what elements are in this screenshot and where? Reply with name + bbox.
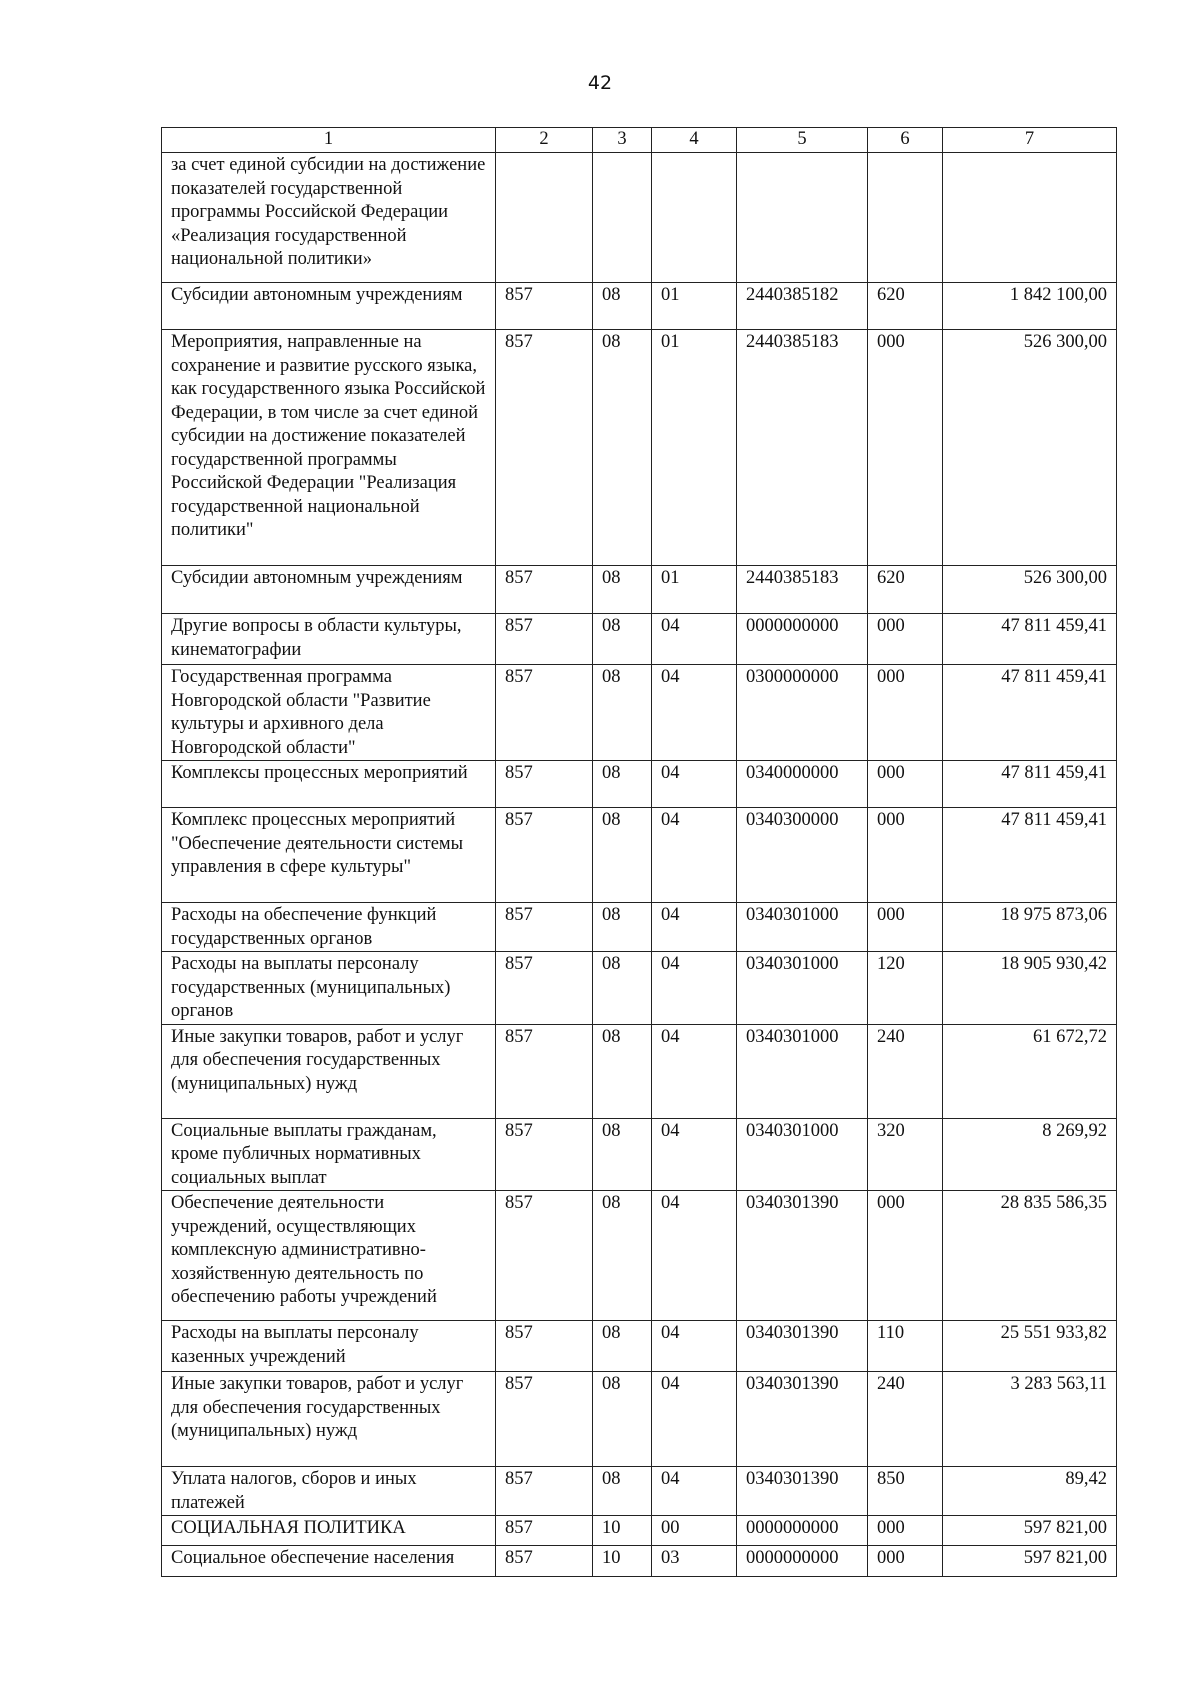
row-c3: 10 [593,1516,652,1546]
row-c4: 04 [652,665,737,761]
row-amount: 1 842 100,00 [943,283,1117,330]
row-c2: 857 [496,566,593,614]
row-amount: 18 905 930,42 [943,952,1117,1025]
row-name: Комплексы процессных мероприятий [162,761,496,808]
table-row [162,1467,1117,1516]
row-c5: 0340300000 [737,808,868,903]
table-row [162,1024,1117,1118]
table-row [162,1118,1117,1191]
row-c2: 857 [496,1118,593,1191]
row-name: Иные закупки товаров, работ и услуг для обеспечения государственных (муниципальных) нужд [162,1372,496,1467]
row-c4: 04 [652,1467,737,1516]
header-col-4: 4 [652,128,737,153]
table-row [162,330,1117,566]
row-amount [943,153,1117,283]
header-col-6: 6 [868,128,943,153]
row-amount: 28 835 586,35 [943,1191,1117,1321]
row-c6: 620 [868,283,943,330]
row-c2: 857 [496,761,593,808]
table-row [162,566,1117,614]
table-row [162,903,1117,952]
row-c6: 110 [868,1321,943,1372]
row-c4: 00 [652,1516,737,1546]
row-c4: 04 [652,761,737,808]
row-amount: 47 811 459,41 [943,761,1117,808]
header-col-7: 7 [943,128,1117,153]
table-row [162,665,1117,761]
row-c5: 0340301390 [737,1321,868,1372]
row-c5 [737,153,868,283]
row-c2: 857 [496,1467,593,1516]
header-col-1: 1 [162,128,496,153]
row-amount: 8 269,92 [943,1118,1117,1191]
row-amount: 597 821,00 [943,1516,1117,1546]
row-c2: 857 [496,665,593,761]
row-c4: 04 [652,903,737,952]
row-c5: 0340301000 [737,903,868,952]
table-row [162,1546,1117,1577]
budget-table [161,127,1117,1577]
table-row [162,1191,1117,1321]
row-name: Государственная программа Новгородской области "Развитие культуры и архивного дела Новгородской области" [162,665,496,761]
row-c6: 000 [868,330,943,566]
page-number: 42 [587,72,613,94]
row-c5: 0000000000 [737,614,868,665]
row-amount: 61 672,72 [943,1024,1117,1118]
row-c5: 0340301000 [737,1118,868,1191]
row-c2: 857 [496,808,593,903]
row-c5: 0340301000 [737,1024,868,1118]
table-row [162,153,1117,283]
row-c2 [496,153,593,283]
table-row [162,283,1117,330]
row-c2: 857 [496,903,593,952]
row-name: за счет единой субсидии на достижение показателей государственной программы Российской Федерации «Реализация государственной национальной политики» [162,153,496,283]
row-c6: 240 [868,1024,943,1118]
row-c5: 0340301000 [737,952,868,1025]
table-row [162,952,1117,1025]
row-c6: 320 [868,1118,943,1191]
row-amount: 18 975 873,06 [943,903,1117,952]
row-c2: 857 [496,330,593,566]
row-c6: 000 [868,1516,943,1546]
table-row [162,1372,1117,1467]
row-c4: 04 [652,1372,737,1467]
row-c5: 0300000000 [737,665,868,761]
row-c4: 04 [652,1321,737,1372]
row-name: Обеспечение деятельности учреждений, осуществляющих комплексную административно-хозяйственную деятельность по обеспечению работы учреждений [162,1191,496,1321]
row-name: Расходы на обеспечение функций государственных органов [162,903,496,952]
row-c4: 04 [652,614,737,665]
row-c5: 0340301390 [737,1372,868,1467]
row-c4: 01 [652,330,737,566]
row-c5: 2440385183 [737,566,868,614]
row-c2: 857 [496,952,593,1025]
row-amount: 89,42 [943,1467,1117,1516]
row-c4: 04 [652,1024,737,1118]
row-name: Расходы на выплаты персоналу казенных учреждений [162,1321,496,1372]
row-c4: 01 [652,283,737,330]
row-c4: 04 [652,1191,737,1321]
header-col-3: 3 [593,128,652,153]
row-amount: 3 283 563,11 [943,1372,1117,1467]
table-row [162,1516,1117,1546]
row-name: Иные закупки товаров, работ и услуг для обеспечения государственных (муниципальных) нужд [162,1024,496,1118]
row-amount: 526 300,00 [943,330,1117,566]
header-row [162,128,1117,153]
row-c6: 850 [868,1467,943,1516]
row-c6: 000 [868,1546,943,1577]
row-c4: 01 [652,566,737,614]
row-c5: 0340301390 [737,1191,868,1321]
row-c3: 08 [593,614,652,665]
row-c3: 08 [593,1118,652,1191]
header-col-2: 2 [496,128,593,153]
row-c4 [652,153,737,283]
row-c3: 08 [593,903,652,952]
row-amount: 25 551 933,82 [943,1321,1117,1372]
row-c2: 857 [496,1372,593,1467]
row-name: Социальные выплаты гражданам, кроме публичных нормативных социальных выплат [162,1118,496,1191]
row-c2: 857 [496,1321,593,1372]
table-row [162,761,1117,808]
row-c6: 000 [868,903,943,952]
row-c4: 03 [652,1546,737,1577]
row-c3: 08 [593,330,652,566]
row-name: Другие вопросы в области культуры, кинематографии [162,614,496,665]
row-c6: 120 [868,952,943,1025]
row-c6: 240 [868,1372,943,1467]
row-amount: 47 811 459,41 [943,665,1117,761]
row-name: Субсидии автономным учреждениям [162,283,496,330]
row-c5: 2440385183 [737,330,868,566]
row-c2: 857 [496,1191,593,1321]
row-name: Комплекс процессных мероприятий "Обеспечение деятельности системы управления в сфере культуры" [162,808,496,903]
header-col-5: 5 [737,128,868,153]
row-c6: 000 [868,1191,943,1321]
row-c6: 000 [868,665,943,761]
row-c3: 10 [593,1546,652,1577]
row-c4: 04 [652,808,737,903]
row-name: СОЦИАЛЬНАЯ ПОЛИТИКА [162,1516,496,1546]
row-c5: 0340301390 [737,1467,868,1516]
row-c5: 0340000000 [737,761,868,808]
row-amount: 47 811 459,41 [943,614,1117,665]
row-c5: 2440385182 [737,283,868,330]
row-c2: 857 [496,1516,593,1546]
row-c3: 08 [593,1321,652,1372]
row-amount: 47 811 459,41 [943,808,1117,903]
row-c3: 08 [593,1467,652,1516]
row-c3: 08 [593,665,652,761]
row-c3: 08 [593,566,652,614]
row-name: Уплата налогов, сборов и иных платежей [162,1467,496,1516]
row-name: Социальное обеспечение населения [162,1546,496,1577]
row-c6: 620 [868,566,943,614]
row-name: Мероприятия, направленные на сохранение и развитие русского языка, как государственного языка Российской Федерации, в том числе за счет единой субсидии на достижение показателей государственной программы Российской Федерации "Реализация государственной национальной политики" [162,330,496,566]
row-c2: 857 [496,283,593,330]
row-name: Субсидии автономным учреждениям [162,566,496,614]
row-amount: 597 821,00 [943,1546,1117,1577]
row-c6: 000 [868,808,943,903]
row-c6: 000 [868,761,943,808]
table-body [162,153,1117,1577]
row-c2: 857 [496,1546,593,1577]
row-c3: 08 [593,1024,652,1118]
row-c4: 04 [652,1118,737,1191]
table-row [162,808,1117,903]
row-amount: 526 300,00 [943,566,1117,614]
table-row [162,614,1117,665]
row-name: Расходы на выплаты персоналу государственных (муниципальных) органов [162,952,496,1025]
row-c2: 857 [496,614,593,665]
row-c3: 08 [593,1191,652,1321]
row-c6: 000 [868,614,943,665]
row-c5: 0000000000 [737,1516,868,1546]
row-c3: 08 [593,283,652,330]
row-c3: 08 [593,952,652,1025]
row-c2: 857 [496,1024,593,1118]
row-c4: 04 [652,952,737,1025]
row-c5: 0000000000 [737,1546,868,1577]
row-c3: 08 [593,761,652,808]
row-c3: 08 [593,808,652,903]
row-c3 [593,153,652,283]
table-row [162,1321,1117,1372]
row-c6 [868,153,943,283]
row-c3: 08 [593,1372,652,1467]
